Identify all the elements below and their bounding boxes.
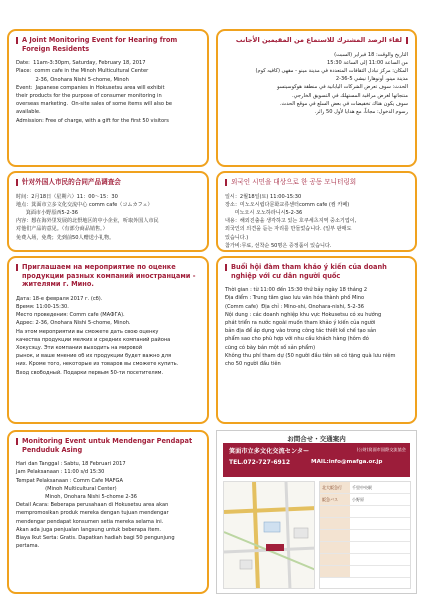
text-line: 时间：2月18日（星期六）11：00～15：30 <box>16 193 118 200</box>
text-line: 있습니다.) <box>225 234 249 241</box>
route-key <box>320 506 350 517</box>
text-line: 内容：想在海外里发展的北摂地区的中小企业，听取外国人市民 <box>16 218 159 225</box>
route-row <box>320 494 410 506</box>
arabic-title: لقاء الرصد المشترك للاستماع من المقيمين الأجانب <box>225 36 402 45</box>
text-line: 장소：미노오시립다문화교류센터comm cafe (컴 카페) <box>225 201 350 208</box>
text-line: Minoh, Onohara Nishi 5-chome 2-36 <box>16 494 137 500</box>
english-body <box>16 59 200 125</box>
route-row <box>320 530 410 542</box>
text-line: Thời gian : từ 11:00 đến 15:30 thứ bảy ngày 18 tháng 2 <box>225 287 368 294</box>
text-line: Дата: 18-е февраля 2017 г. (сб). <box>16 295 103 302</box>
route-value <box>350 566 410 577</box>
text-line: них. Кроме того, некоторые из товаров вы сможете купить. <box>16 361 179 368</box>
text-line: 免费入场，免费；先到前50人赠送小礼物。 <box>16 234 115 241</box>
text-line: Event: Japanese companies in Hokusetsu area will exhibit <box>16 84 165 91</box>
text-line: Время: 11:00-15:30. <box>16 303 69 310</box>
korean-body <box>225 193 408 250</box>
text-line: (Minoh Multicultural Center) <box>16 485 117 492</box>
russian-notice <box>7 256 209 424</box>
arabic-body <box>225 51 408 117</box>
route-key: 阪急バス <box>320 494 350 505</box>
text-line: phẩm sao cho phù hợp với nhu cầu khách hàng (hôm đó <box>225 336 369 343</box>
text-line: 내용：해외진출을 생각하고 있는 호쿠세츠지역 중소기업이, <box>225 218 357 225</box>
text-line: their products for the purpose of consumer monitoring in <box>16 93 162 99</box>
contact-heading: お問合せ・交通案内 <box>287 435 346 443</box>
text-line: سوف يكون هناك تخفيضات في بعض السلع في موقع الحدث. <box>279 100 408 107</box>
text-line: 일시：2월18일(토) 11:00-15:30 <box>225 193 302 200</box>
chinese-notice <box>7 171 209 252</box>
text-line: bản địa để áp dụng vào trong công tác thiết kế chế tạo sản <box>225 328 377 335</box>
text-line: 2-36, Onohara Nishi 5-chome, Minoh <box>16 76 129 83</box>
route-row <box>320 506 410 518</box>
route-row <box>320 542 410 554</box>
route-row <box>320 518 410 530</box>
russian-body <box>16 295 200 377</box>
text-line: Không thu phí tham dự (50 người đầu tiên sẽ có tặng quà lưu niệm <box>225 352 396 359</box>
text-line: 对他们产品的意见。（有部分商品销售。） <box>16 226 108 233</box>
indonesian-body <box>16 460 200 550</box>
text-line: Hari dan Tanggal : Sabtu, 18 Februari 2017 <box>16 461 126 468</box>
route-table <box>319 481 411 589</box>
korean-title: 외국인 시민을 대상으로 한 공동 모니터링회 <box>231 178 408 187</box>
text-line: phát triển ra nước ngoài muốn tham khảo ý kiến của người <box>225 320 376 326</box>
route-key <box>320 566 350 577</box>
text-line: من الساعة 11:00 إلى الساعة 15:30 <box>327 59 408 66</box>
text-line: overseas marketing. On-site sales of some items will also be <box>16 101 172 108</box>
english-title: A Joint Monitoring Event for Hearing from Foreign Residents <box>22 36 200 53</box>
text-line: Akan ada juga penjualan langsung untuk beberapa item. <box>16 526 162 533</box>
route-key <box>320 542 350 553</box>
route-value <box>350 506 410 517</box>
chinese-body <box>16 193 200 242</box>
text-line: pertama. <box>16 543 40 550</box>
route-row <box>320 482 410 494</box>
organization-name: 箕面市立多文化交流センター <box>229 448 310 455</box>
text-line: cũng có bày bán một số sản phẩm) <box>225 344 316 351</box>
contact-band <box>223 443 410 477</box>
text-line: Вход свободный. Подарки первым 50-ти посетителям. <box>16 369 164 376</box>
indonesian-notice <box>7 430 209 594</box>
route-value: 小野原 <box>352 497 364 502</box>
text-line: 미노오시 오노하라니시5-2-36 <box>225 210 303 216</box>
text-line: 地点：箕面市立多文化交流中心 comm cafe（コムカフェ） <box>16 201 153 208</box>
text-line: Detail Acara: Beberapa perusahaan di Hokusetsu area akan <box>16 502 169 509</box>
vietnamese-title: Buổi hội đàm tham khảo ý kiến của doanh nghiệp với cư dân người quốc <box>231 263 408 280</box>
text-line: mempromosikan produk mereka dengan tujuan mendengar <box>16 510 169 517</box>
access-map <box>223 481 315 589</box>
text-line: Адрес: 2-36, Onohara Nishi 5-chome, Minoh. <box>16 320 131 327</box>
text-line: На этом мероприятии вы сможете дать свою оценку <box>16 328 159 335</box>
text-line: منتجاتها لغرض مراقبة المستهلك في التسويق الخارجي. <box>292 92 408 99</box>
text-line: качества продукции мелких и средних компаний района <box>16 336 171 343</box>
route-row <box>320 566 410 578</box>
route-value: 千里中央駅 <box>352 485 372 490</box>
text-line: الحدث: سوف تعرض الشركات اليابانية في منطقة هوكوسيتسو <box>277 84 408 91</box>
map-drawing <box>224 482 315 589</box>
organization-subname: (公財)箕面市国際交流協会 <box>356 447 406 452</box>
russian-title: Приглашаем на мероприятие по оценке продукции разных компаний иностранцами - жителями г. Минo. <box>22 263 200 289</box>
indonesian-title: Monitoring Event untuk Mendengar Pendapat Penduduk Asing <box>22 437 200 454</box>
route-key <box>320 530 350 541</box>
route-value <box>350 518 410 529</box>
contact-panel <box>216 430 417 594</box>
text-line: рынок, и ваше мнение об их продукции будет важно для <box>16 353 172 360</box>
text-line: Nội dung : các doanh nghiệp khu vực Hokusetsu có xu hướng <box>225 311 382 318</box>
arabic-notice <box>216 29 417 167</box>
route-value <box>350 530 410 541</box>
text-line: 箕面市小野原西5-2-36 <box>16 210 79 216</box>
vietnamese-notice <box>216 256 417 424</box>
route-key <box>320 554 350 565</box>
text-line: 참가비:무료, 선착순 50명은 증정품이 있습니다. <box>225 242 332 249</box>
text-line: Place: comm cafe in the Minoh Multicultural Center <box>16 68 149 75</box>
text-line: mendengar pendapat konsumen setia mereka selama ini. <box>16 518 164 525</box>
text-line: Địa điểm : Trung tâm giao lưu văn hóa thành phố Mino <box>225 295 365 302</box>
route-key: 北大阪急行 <box>320 482 350 493</box>
vietnamese-body <box>225 286 408 368</box>
text-line: التاريخ والوقت: 18 فبراير (السبت) <box>334 51 408 58</box>
text-line: Место проведения: Comm cafe (МАФГА). <box>16 312 125 319</box>
text-line: Date: 11am-3:30pm, Saturday, February 18, 2017 <box>16 60 146 67</box>
route-row <box>320 554 410 566</box>
route-value <box>350 542 410 553</box>
korean-notice <box>216 171 417 252</box>
route-key <box>320 518 350 529</box>
text-line: مدينة مينو، أونوهارا نيشي 5-36-2 <box>335 76 408 83</box>
text-line: 외국인의 의견을 듣는 자리를 만들었습니다. (일부 판매도 <box>225 226 352 233</box>
text-line: Biaya Ikut Serta: Gratis. Dapatkan hadiah bagi 50 pengunjung <box>16 535 175 542</box>
text-line: (Comm cafe) Địa chỉ : Mino-shi, Onohara-nishi, 5-2-36 <box>225 303 364 310</box>
phone-number: TEL.072-727-6912 <box>229 459 291 466</box>
email-address[interactable]: MAIL:info@mafga.or.jp <box>311 459 383 465</box>
text-line: Jam Pelaksanaan : 11:00 s/d 15:30 <box>16 469 105 476</box>
text-line: cho 50 người đầu tiên <box>225 361 281 368</box>
text-line: المكان: مركز تبادل الثقافات المتعددة في مدينة مينو - مقهى (كافيه كوم) <box>255 68 408 74</box>
english-notice <box>7 29 209 167</box>
text-line: Хокусэцу. Эти компании выходить на мировой <box>16 345 143 351</box>
text-line: رسوم الدخول: مجاناً، مع هدايا لأول 50 زائر. <box>314 109 408 116</box>
text-line: available. <box>16 109 41 116</box>
chinese-title: 针对外国人市民的合同产品调查会 <box>22 178 200 187</box>
text-line: Tempat Pelaksanaan : Comm Cafe MAFGA <box>16 477 123 484</box>
text-line: Admission: Free of charge, with a gift for the first 50 visitors <box>16 117 169 124</box>
route-value <box>350 554 410 565</box>
